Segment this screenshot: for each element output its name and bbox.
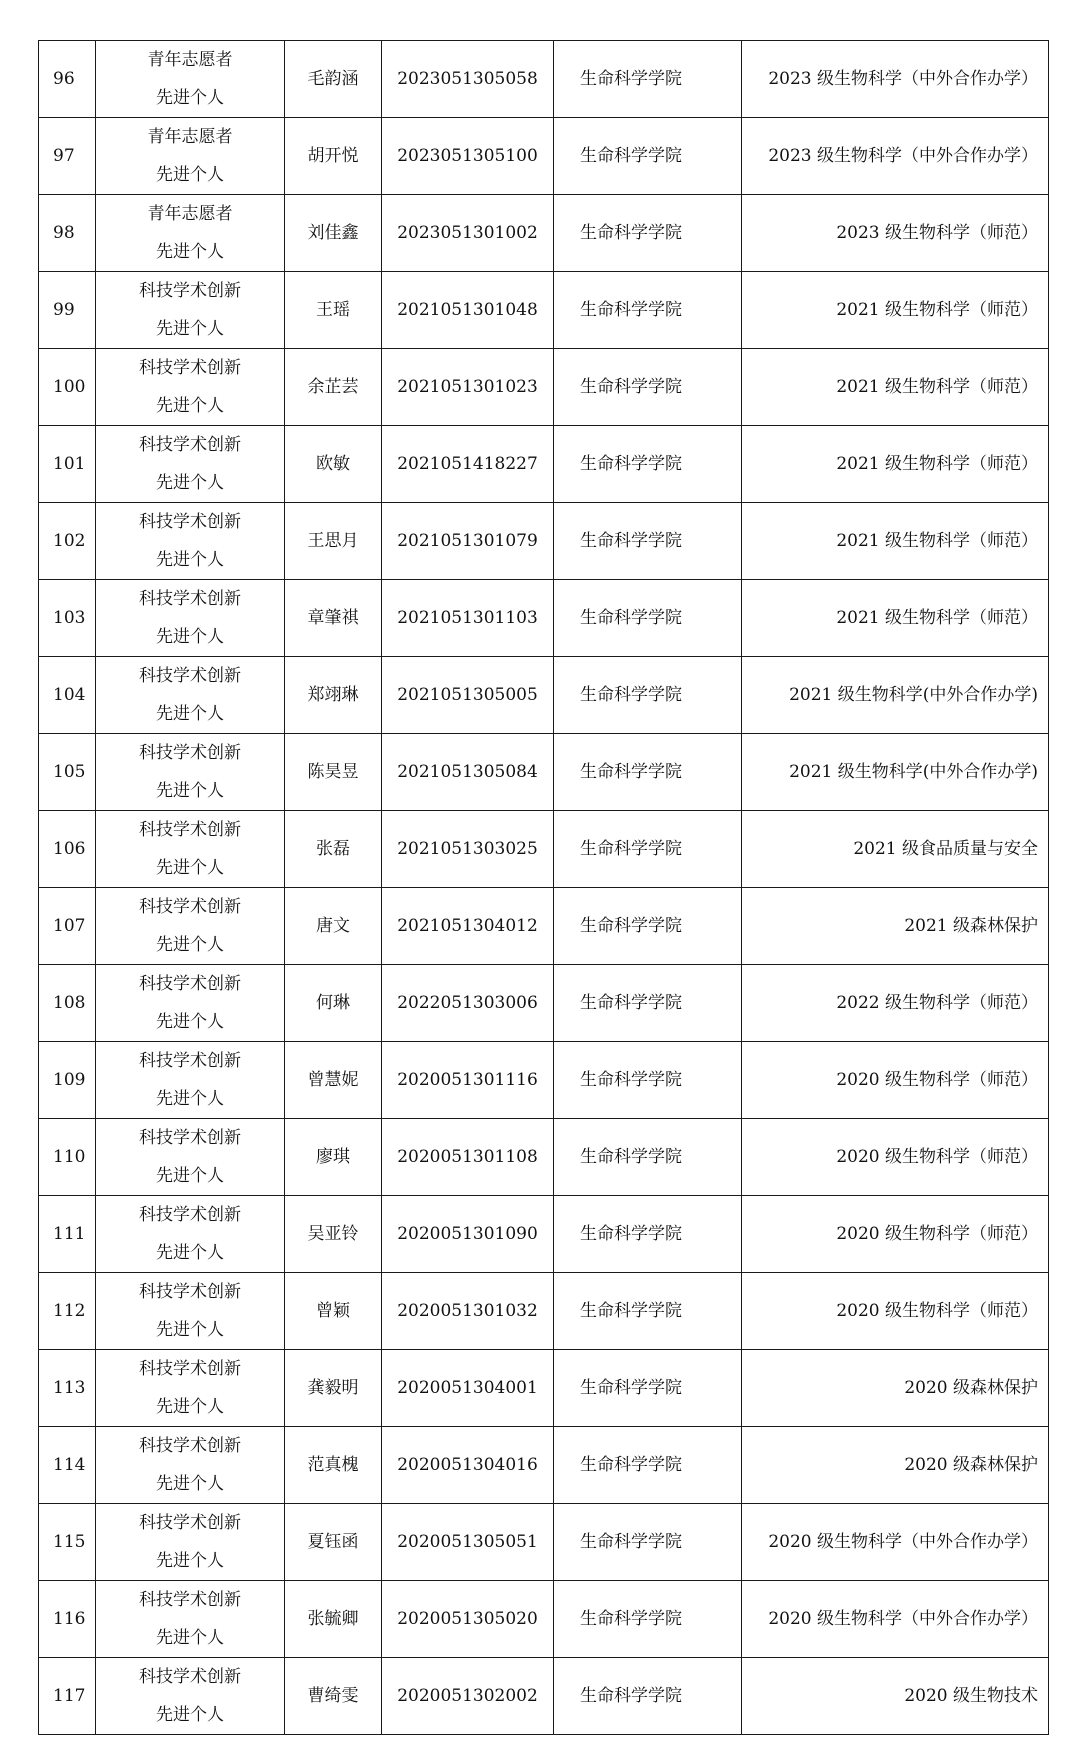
student-id: 2023051305058 [382, 41, 554, 118]
student-id: 2021051301103 [382, 580, 554, 657]
student-name: 曾颖 [285, 1273, 382, 1350]
class-name: 2023 级生物科学（中外合作办学） [742, 41, 1049, 118]
table-row [39, 272, 1049, 349]
award-title-line: 先进个人 [156, 88, 224, 108]
award-title [96, 965, 285, 1042]
college-name: 生命科学学院 [554, 580, 742, 657]
award-title-line: 先进个人 [156, 704, 224, 724]
award-title [96, 888, 285, 965]
row-number: 115 [39, 1504, 96, 1581]
student-id: 2021051305084 [382, 734, 554, 811]
student-id: 2020051301108 [382, 1119, 554, 1196]
table-row [39, 657, 1049, 734]
award-title-line: 科技学术创新 [139, 512, 241, 532]
table-row [39, 1427, 1049, 1504]
award-title [96, 734, 285, 811]
class-name: 2023 级生物科学（师范） [742, 195, 1049, 272]
award-title [96, 1042, 285, 1119]
award-title-line: 先进个人 [156, 781, 224, 801]
table-row [39, 580, 1049, 657]
table-row [39, 41, 1049, 118]
class-name: 2020 级生物科学（师范） [742, 1119, 1049, 1196]
class-name: 2021 级生物科学(中外合作办学) [742, 657, 1049, 734]
award-title [96, 349, 285, 426]
award-title [96, 1658, 285, 1735]
award-title [96, 1427, 285, 1504]
award-title-line: 科技学术创新 [139, 1205, 241, 1225]
college-name: 生命科学学院 [554, 1196, 742, 1273]
award-title-line: 青年志愿者 [147, 50, 233, 70]
student-name: 范真槐 [285, 1427, 382, 1504]
college-name: 生命科学学院 [554, 1658, 742, 1735]
class-name: 2021 级生物科学（师范） [742, 272, 1049, 349]
row-number: 108 [39, 965, 96, 1042]
student-name: 毛韵涵 [285, 41, 382, 118]
class-name: 2021 级生物科学（师范） [742, 580, 1049, 657]
award-title-line: 先进个人 [156, 1243, 224, 1263]
award-title-line: 先进个人 [156, 1397, 224, 1417]
award-title-line: 科技学术创新 [139, 1282, 241, 1302]
college-name: 生命科学学院 [554, 965, 742, 1042]
student-id: 2021051301048 [382, 272, 554, 349]
class-name: 2021 级生物科学（师范） [742, 426, 1049, 503]
student-id: 2020051301116 [382, 1042, 554, 1119]
row-number: 117 [39, 1658, 96, 1735]
row-number: 105 [39, 734, 96, 811]
award-title-line: 先进个人 [156, 1012, 224, 1032]
award-title-line: 先进个人 [156, 627, 224, 647]
college-name: 生命科学学院 [554, 1427, 742, 1504]
award-title-line: 科技学术创新 [139, 1359, 241, 1379]
award-title [96, 118, 285, 195]
student-name: 王思月 [285, 503, 382, 580]
award-title-line: 先进个人 [156, 396, 224, 416]
row-number: 102 [39, 503, 96, 580]
class-name: 2020 级森林保护 [742, 1427, 1049, 1504]
class-name: 2020 级生物科学（师范） [742, 1273, 1049, 1350]
college-name: 生命科学学院 [554, 503, 742, 580]
class-name: 2021 级生物科学（师范） [742, 349, 1049, 426]
college-name: 生命科学学院 [554, 1504, 742, 1581]
award-title-line: 先进个人 [156, 1089, 224, 1109]
award-title-line: 先进个人 [156, 1320, 224, 1340]
table-row [39, 1273, 1049, 1350]
class-name: 2020 级生物科学（师范） [742, 1042, 1049, 1119]
award-title [96, 426, 285, 503]
class-name: 2021 级食品质量与安全 [742, 811, 1049, 888]
college-name: 生命科学学院 [554, 1581, 742, 1658]
table-row [39, 888, 1049, 965]
award-title-line: 先进个人 [156, 858, 224, 878]
row-number: 113 [39, 1350, 96, 1427]
student-name: 廖琪 [285, 1119, 382, 1196]
row-number: 96 [39, 41, 96, 118]
award-title-line: 先进个人 [156, 550, 224, 570]
class-name: 2020 级生物科学（中外合作办学） [742, 1504, 1049, 1581]
award-title-line: 科技学术创新 [139, 974, 241, 994]
student-id: 2020051302002 [382, 1658, 554, 1735]
college-name: 生命科学学院 [554, 811, 742, 888]
award-title-line: 科技学术创新 [139, 820, 241, 840]
college-name: 生命科学学院 [554, 195, 742, 272]
college-name: 生命科学学院 [554, 1273, 742, 1350]
class-name: 2020 级生物科学（师范） [742, 1196, 1049, 1273]
award-title-line: 先进个人 [156, 1705, 224, 1725]
row-number: 97 [39, 118, 96, 195]
row-number: 109 [39, 1042, 96, 1119]
award-title-line: 科技学术创新 [139, 435, 241, 455]
award-table [38, 40, 1049, 1735]
award-title [96, 272, 285, 349]
award-title [96, 195, 285, 272]
class-name: 2021 级生物科学（师范） [742, 503, 1049, 580]
award-table-body [39, 41, 1049, 1735]
student-id: 2020051301032 [382, 1273, 554, 1350]
award-title-line: 先进个人 [156, 1474, 224, 1494]
table-row [39, 734, 1049, 811]
award-title-line: 科技学术创新 [139, 281, 241, 301]
row-number: 112 [39, 1273, 96, 1350]
college-name: 生命科学学院 [554, 1119, 742, 1196]
student-name: 张磊 [285, 811, 382, 888]
class-name: 2020 级生物科学（中外合作办学） [742, 1581, 1049, 1658]
table-row [39, 965, 1049, 1042]
award-title-line: 科技学术创新 [139, 666, 241, 686]
student-name: 唐文 [285, 888, 382, 965]
award-title [96, 41, 285, 118]
student-name: 吴亚铃 [285, 1196, 382, 1273]
student-name: 章肇祺 [285, 580, 382, 657]
student-name: 曾慧妮 [285, 1042, 382, 1119]
student-id: 2023051305100 [382, 118, 554, 195]
student-name: 龚毅明 [285, 1350, 382, 1427]
award-title [96, 1581, 285, 1658]
table-row [39, 1042, 1049, 1119]
college-name: 生命科学学院 [554, 888, 742, 965]
row-number: 111 [39, 1196, 96, 1273]
student-id: 2020051304001 [382, 1350, 554, 1427]
college-name: 生命科学学院 [554, 734, 742, 811]
student-name: 胡开悦 [285, 118, 382, 195]
award-title-line: 科技学术创新 [139, 358, 241, 378]
row-number: 106 [39, 811, 96, 888]
college-name: 生命科学学院 [554, 657, 742, 734]
table-row [39, 349, 1049, 426]
award-title-line: 科技学术创新 [139, 743, 241, 763]
student-name: 何琳 [285, 965, 382, 1042]
student-id: 2020051301090 [382, 1196, 554, 1273]
student-id: 2023051301002 [382, 195, 554, 272]
college-name: 生命科学学院 [554, 1042, 742, 1119]
student-id: 2022051303006 [382, 965, 554, 1042]
award-title [96, 657, 285, 734]
college-name: 生命科学学院 [554, 41, 742, 118]
award-title [96, 1119, 285, 1196]
row-number: 101 [39, 426, 96, 503]
award-title-line: 青年志愿者 [147, 127, 233, 147]
class-name: 2022 级生物科学（师范） [742, 965, 1049, 1042]
student-name: 夏钰函 [285, 1504, 382, 1581]
award-title-line: 科技学术创新 [139, 1436, 241, 1456]
student-name: 陈昊昱 [285, 734, 382, 811]
row-number: 100 [39, 349, 96, 426]
award-title-line: 先进个人 [156, 319, 224, 339]
student-id: 2021051301023 [382, 349, 554, 426]
table-row [39, 1658, 1049, 1735]
award-title-line: 先进个人 [156, 165, 224, 185]
award-title-line: 科技学术创新 [139, 589, 241, 609]
student-id: 2021051305005 [382, 657, 554, 734]
college-name: 生命科学学院 [554, 118, 742, 195]
student-name: 余芷芸 [285, 349, 382, 426]
award-title [96, 1350, 285, 1427]
student-name: 郑翊琳 [285, 657, 382, 734]
student-id: 2020051305051 [382, 1504, 554, 1581]
student-name: 刘佳鑫 [285, 195, 382, 272]
table-row [39, 426, 1049, 503]
award-title [96, 503, 285, 580]
row-number: 98 [39, 195, 96, 272]
table-row [39, 811, 1049, 888]
row-number: 99 [39, 272, 96, 349]
row-number: 114 [39, 1427, 96, 1504]
award-title-line: 先进个人 [156, 935, 224, 955]
award-title-line: 先进个人 [156, 1628, 224, 1648]
table-row [39, 118, 1049, 195]
award-title [96, 1504, 285, 1581]
student-name: 欧敏 [285, 426, 382, 503]
award-title-line: 青年志愿者 [147, 204, 233, 224]
class-name: 2020 级生物技术 [742, 1658, 1049, 1735]
college-name: 生命科学学院 [554, 272, 742, 349]
award-title-line: 科技学术创新 [139, 897, 241, 917]
award-title-line: 先进个人 [156, 1166, 224, 1186]
student-id: 2020051304016 [382, 1427, 554, 1504]
student-id: 2020051305020 [382, 1581, 554, 1658]
row-number: 110 [39, 1119, 96, 1196]
table-row [39, 1504, 1049, 1581]
award-title-line: 科技学术创新 [139, 1128, 241, 1148]
table-row [39, 1119, 1049, 1196]
row-number: 116 [39, 1581, 96, 1658]
row-number: 107 [39, 888, 96, 965]
student-id: 2021051301079 [382, 503, 554, 580]
award-title-line: 科技学术创新 [139, 1051, 241, 1071]
award-title-line: 科技学术创新 [139, 1590, 241, 1610]
student-name: 王瑶 [285, 272, 382, 349]
table-row [39, 1581, 1049, 1658]
award-title [96, 1196, 285, 1273]
class-name: 2021 级生物科学(中外合作办学) [742, 734, 1049, 811]
award-title [96, 580, 285, 657]
student-name: 张毓卿 [285, 1581, 382, 1658]
table-row [39, 1350, 1049, 1427]
award-title-line: 科技学术创新 [139, 1513, 241, 1533]
award-title [96, 1273, 285, 1350]
table-row [39, 503, 1049, 580]
row-number: 104 [39, 657, 96, 734]
award-title-line: 先进个人 [156, 242, 224, 262]
student-name: 曹绮雯 [285, 1658, 382, 1735]
award-title-line: 先进个人 [156, 473, 224, 493]
class-name: 2020 级森林保护 [742, 1350, 1049, 1427]
award-title-line: 先进个人 [156, 1551, 224, 1571]
table-row [39, 195, 1049, 272]
college-name: 生命科学学院 [554, 426, 742, 503]
class-name: 2021 级森林保护 [742, 888, 1049, 965]
student-id: 2021051304012 [382, 888, 554, 965]
award-title [96, 811, 285, 888]
class-name: 2023 级生物科学（中外合作办学） [742, 118, 1049, 195]
student-id: 2021051303025 [382, 811, 554, 888]
row-number: 103 [39, 580, 96, 657]
table-row [39, 1196, 1049, 1273]
student-id: 2021051418227 [382, 426, 554, 503]
award-title-line: 科技学术创新 [139, 1667, 241, 1687]
college-name: 生命科学学院 [554, 1350, 742, 1427]
college-name: 生命科学学院 [554, 349, 742, 426]
